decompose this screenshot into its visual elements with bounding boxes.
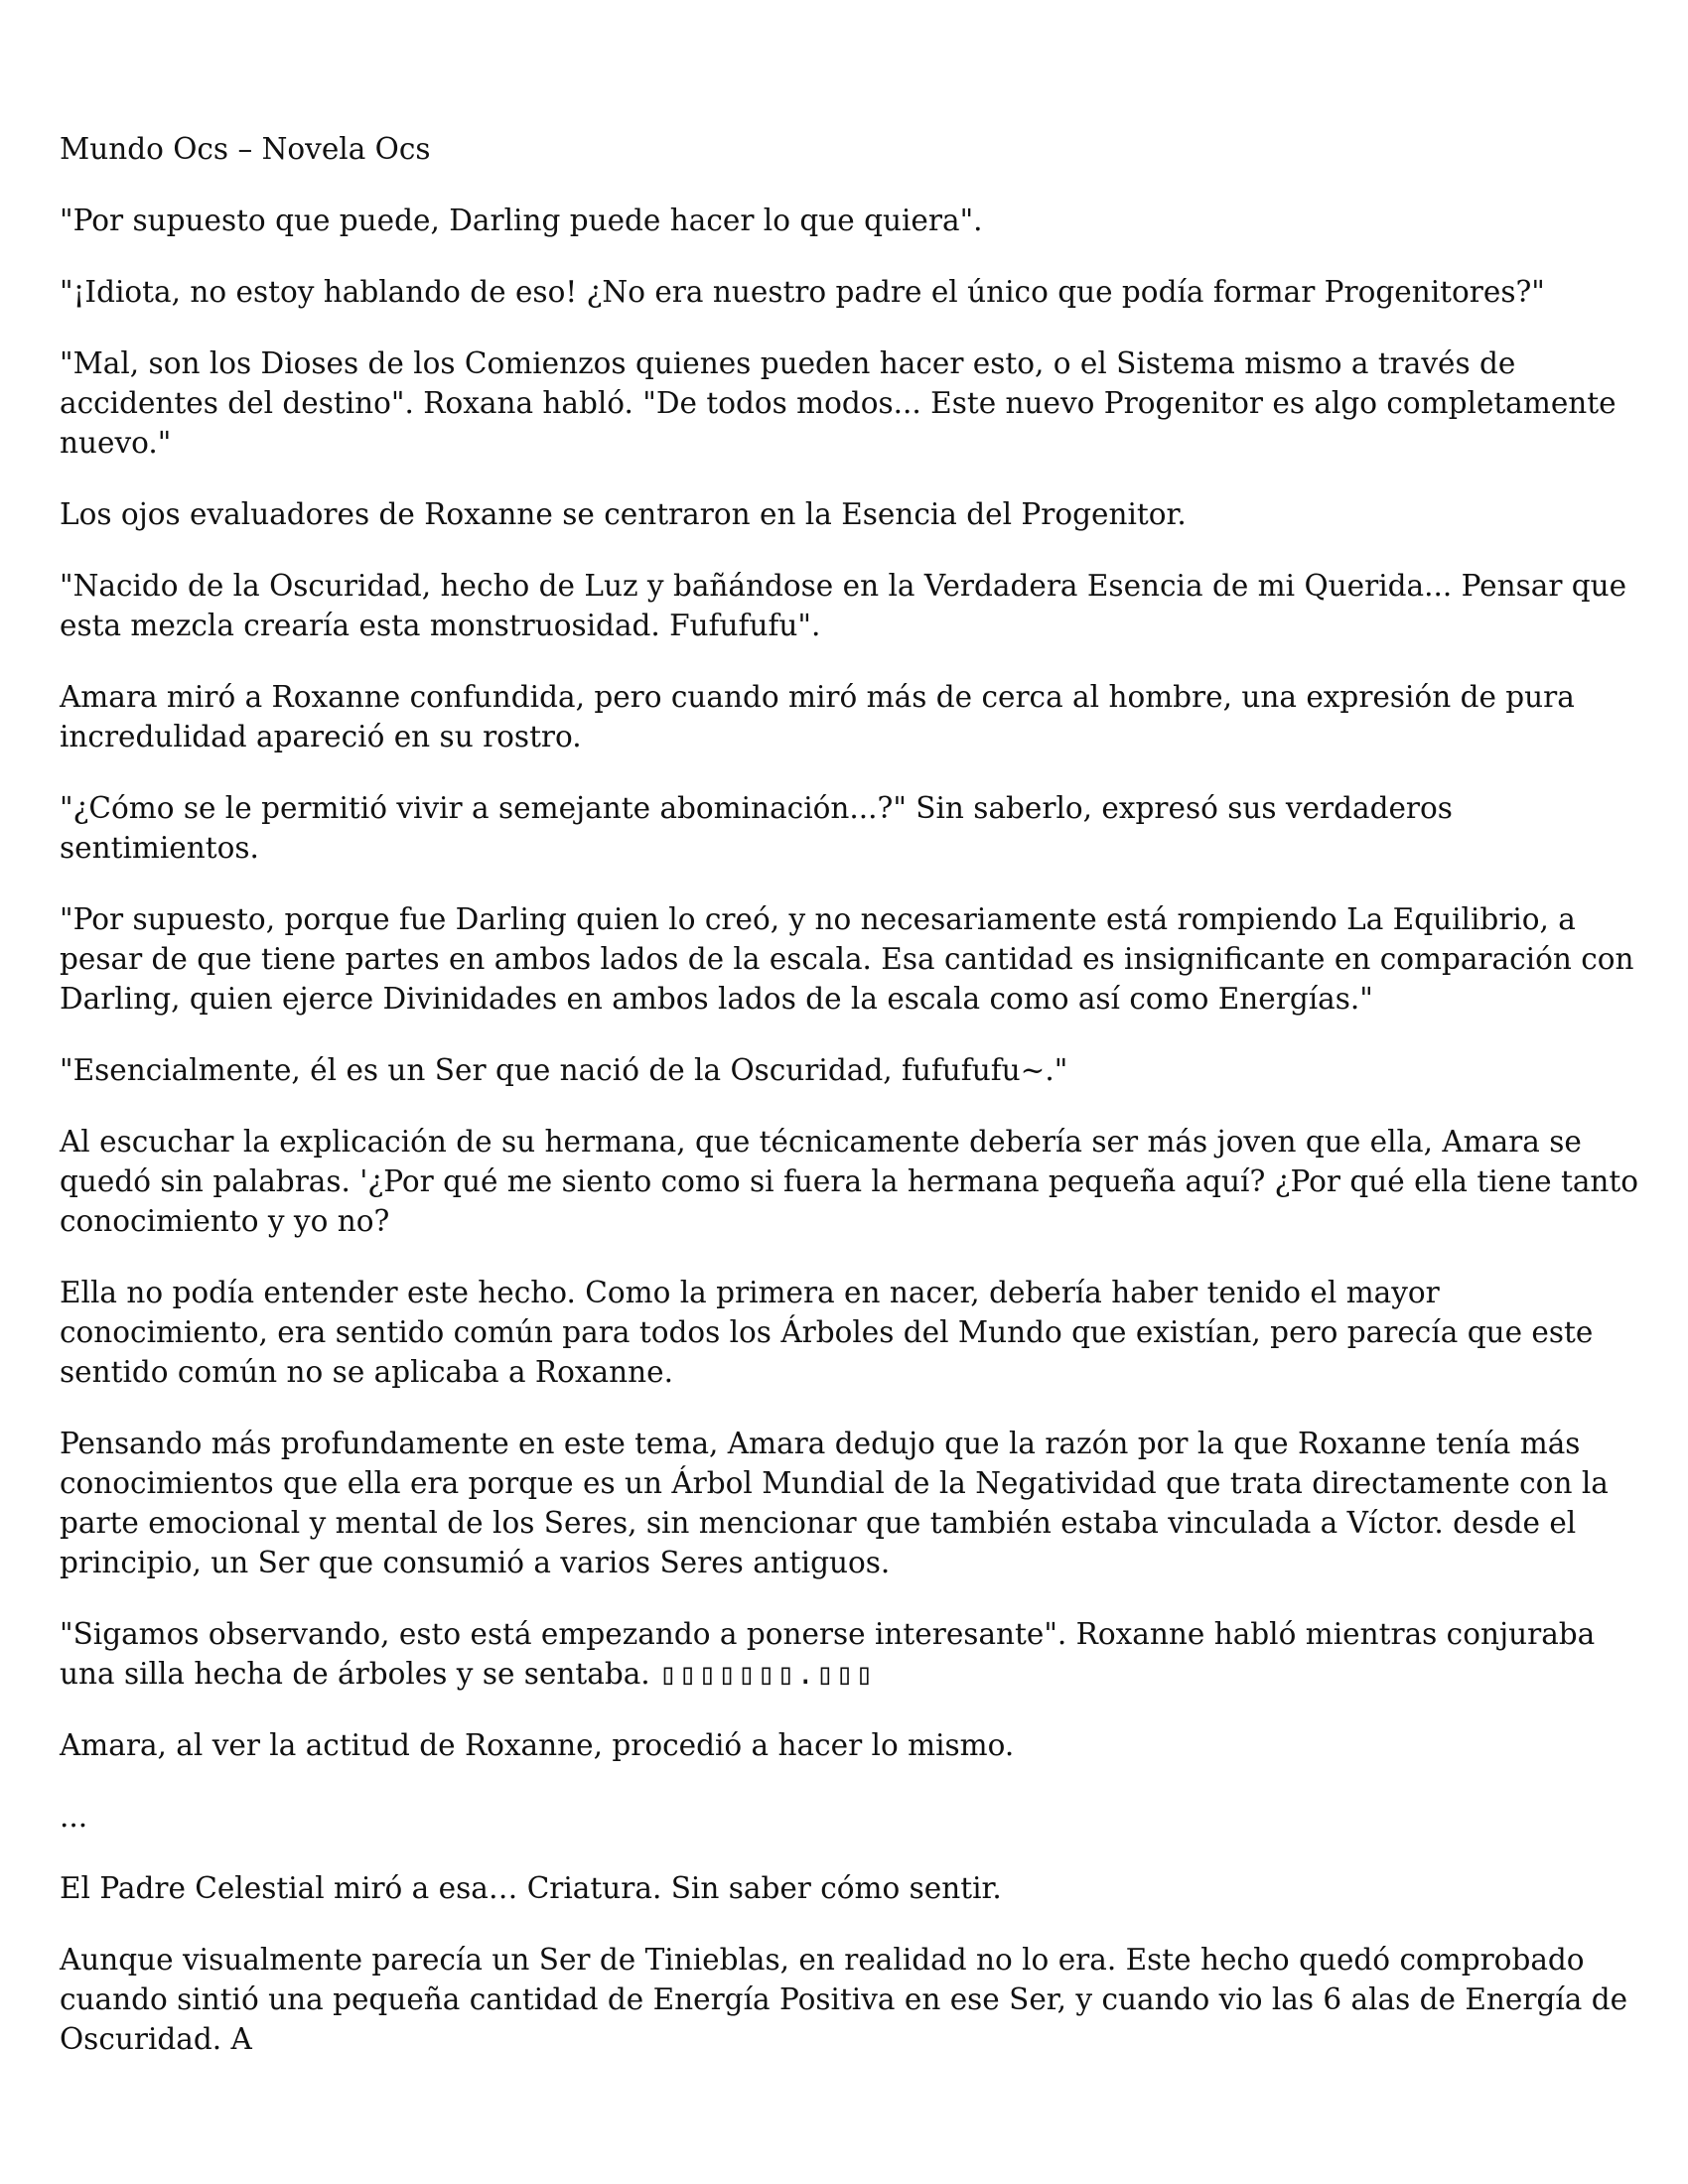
paragraph: Amara miró a Roxanne confundida, pero cuando miró más de cerca al hombre, una expresión de pura incredulidad apareció en su rostro. <box>60 680 1575 753</box>
paragraph-text: "Sigamos observando, esto está empezando a ponerse interesante". Roxanne habló mientras conjuraba una silla hecha de árboles y se sentaba. <box>60 1617 1596 1691</box>
paragraph: El Padre Celestial miró a esa… Criatura. Sin saber cómo sentir. <box>60 1871 1002 1905</box>
paragraph: "Nacido de la Oscuridad, hecho de Luz y bañándose en la Verdadera Esencia de mi Querida... Pensar que esta mezcla crearía esta monstruosidad. Fufufufu". <box>60 569 1627 642</box>
paragraph: Al escuchar la explicación de su hermana, que técnicamente debería ser más joven que ella, Amara se quedó sin palabras. '¿Por qué me siento como si fuera la hermana pequeña aquí? ¿Por qué ella tiene tanto conocimiento y yo no? <box>60 1125 1639 1238</box>
paragraph-with-missing-glyphs <box>60 1614 1653 1694</box>
paragraph: Los ojos evaluadores de Roxanne se centraron en la Esencia del Progenitor. <box>60 497 1187 531</box>
paragraph: Aunque visualmente parecía un Ser de Tinieblas, en realidad no lo era. Este hecho quedó comprobado cuando sintió una pequeña cantidad de Energía Positiva en ese Ser, y cuando vio las 6 alas de Energía de Oscuridad. A <box>60 1943 1628 2056</box>
paragraph: Ella no podía entender este hecho. Como la primera en nacer, debería haber tenido el mayor conocimiento, era sentido común para todos los Árboles del Mundo que existían, pero parecía que este sentido común no se aplicaba a Roxanne. <box>60 1276 1594 1389</box>
missing-glyph-boxes: ▯▯▯▯▯▯▯.▯▯▯ <box>659 1657 876 1691</box>
document-page <box>60 129 1653 2059</box>
paragraph: Pensando más profundamente en este tema, Amara dedujo que la razón por la que Roxanne tenía más conocimientos que ella era porque es un Árbol Mundial de la Negatividad que trata directamente con la parte emocional y mental de los Seres, sin mencionar que también estaba vinculada a Víctor. desde el principio, un Ser que consumió a varios Seres antiguos. <box>60 1427 1609 1579</box>
paragraph: Amara, al ver la actitud de Roxanne, procedió a hacer lo mismo. <box>60 1728 1015 1762</box>
scene-break: ... <box>60 1800 88 1834</box>
paragraph: "Por supuesto que puede, Darling puede hacer lo que quiera". <box>60 204 983 237</box>
paragraph: "Mal, son los Dioses de los Comienzos quienes pueden hacer esto, o el Sistema mismo a través de accidentes del destino". Roxana habló. "De todos modos... Este nuevo Progenitor es algo completamente nuevo." <box>60 346 1617 460</box>
document-header: Mundo Ocs – Novela Ocs <box>60 132 431 166</box>
paragraph: "Por supuesto, porque fue Darling quien lo creó, y no necesariamente está rompiendo La Equilibrio, a pesar de que tiene partes en ambos lados de la escala. Esa cantidad es insignificante en comparación con Darling, quien ejerce Divinidades en ambos lados de la escala como así como Energías." <box>60 902 1634 1016</box>
paragraph: "Esencialmente, él es un Ser que nació de la Oscuridad, fufufufu~." <box>60 1053 1068 1087</box>
paragraph: "¿Cómo se le permitió vivir a semejante abominación...?" Sin saberlo, expresó sus verdaderos sentimientos. <box>60 791 1453 865</box>
paragraph: "¡Idiota, no estoy hablando de eso! ¿No era nuestro padre el único que podía formar Progenitores?" <box>60 275 1545 309</box>
